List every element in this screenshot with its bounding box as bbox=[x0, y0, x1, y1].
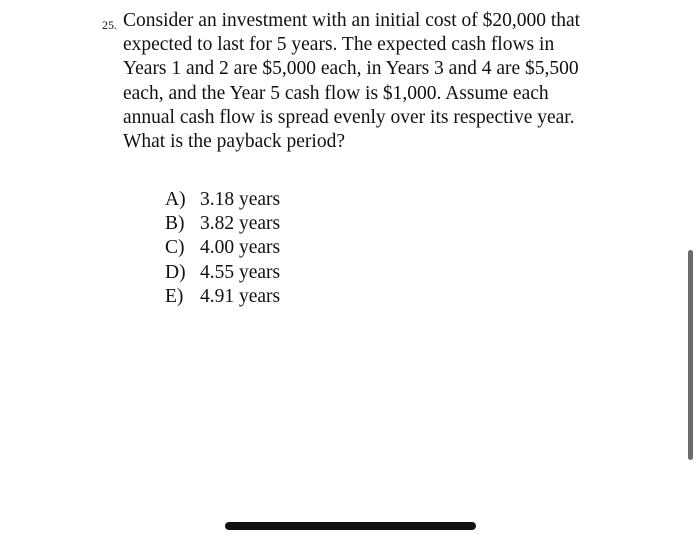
question-number: 25. bbox=[102, 18, 117, 32]
question-text: Consider an investment with an initial cost of $20,000 that expected to last for 5 years. The expected cash flows in Years 1 and 2 are $5,000 each, in Years 3 and 4 are $5,500 each, and the Year 5 cash flow is $1,000. Assume each annual cash flow is spread evenly over its respective year. What is the payback period? bbox=[123, 10, 581, 153]
choice-e[interactable] bbox=[165, 285, 280, 309]
vertical-scrollbar[interactable] bbox=[688, 250, 693, 460]
choice-letter: A) bbox=[165, 189, 186, 210]
choice-b[interactable] bbox=[165, 212, 280, 236]
home-indicator[interactable] bbox=[225, 522, 476, 530]
choice-c[interactable] bbox=[165, 236, 280, 260]
choice-letter: D) bbox=[165, 261, 186, 283]
answer-choices bbox=[165, 188, 280, 309]
choice-text: 3.82 years bbox=[200, 213, 281, 235]
choice-text: 4.55 years bbox=[200, 261, 281, 283]
choice-a[interactable] bbox=[165, 188, 280, 212]
choice-letter: C) bbox=[165, 237, 185, 259]
choice-d[interactable] bbox=[165, 261, 280, 285]
choice-text: 4.00 years bbox=[200, 237, 281, 259]
choice-letter: E) bbox=[165, 285, 184, 307]
choice-letter: B) bbox=[165, 213, 185, 235]
choice-text: 4.91 years bbox=[200, 285, 281, 307]
choice-text: 3.18 years bbox=[200, 189, 281, 210]
